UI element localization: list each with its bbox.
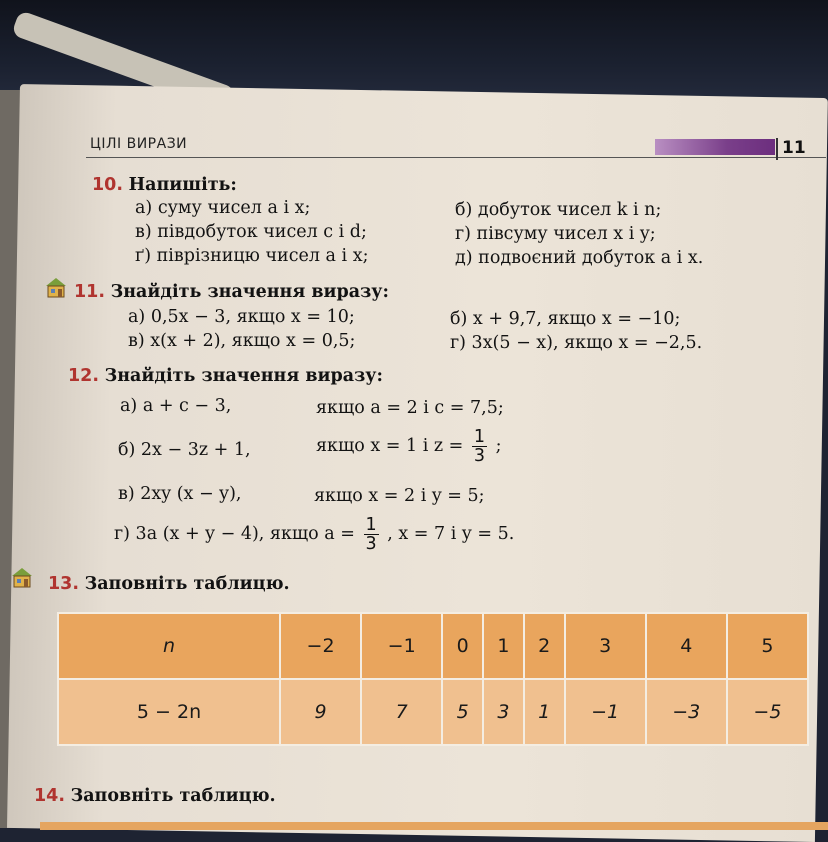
home-task-icon xyxy=(44,276,68,298)
exercise-10-heading xyxy=(92,175,237,195)
handwritten-answer: 3 xyxy=(483,679,524,745)
ex12-c-expression: в) 2xy (x − y), xyxy=(118,484,242,504)
exercise-14-title: Заповніть таблицю. xyxy=(70,786,276,806)
exercise-12-title: Знайдіть значення виразу: xyxy=(104,366,383,386)
ex12-b-tail: ; xyxy=(495,436,502,456)
table-cell: −2 xyxy=(280,613,361,679)
ex10-item-a: а) суму чисел a і x; xyxy=(135,198,311,218)
ex12-d-tail: , x = 7 і y = 5. xyxy=(387,524,515,544)
fraction-numerator: 1 xyxy=(473,427,486,447)
values-table xyxy=(57,612,809,746)
table-cell: 2 xyxy=(524,613,565,679)
header-color-bar xyxy=(655,139,775,155)
ex11-item-d: г) 3x(5 − x), якщо x = −2,5. xyxy=(450,333,703,353)
table-cell: 0 xyxy=(442,613,483,679)
fraction-numerator: 1 xyxy=(365,515,377,535)
table-cell: 3 xyxy=(565,613,646,679)
ex12-c-condition: якщо x = 2 і y = 5; xyxy=(314,486,485,506)
table-row xyxy=(58,679,808,745)
exercise-11-number: 11. xyxy=(74,282,106,302)
exercise-13-number: 13. xyxy=(48,574,80,594)
exercise-10-number: 10. xyxy=(92,175,124,195)
exercise-11-title: Знайдіть значення виразу: xyxy=(110,282,389,302)
exercise-13-title: Заповніть таблицю. xyxy=(84,574,290,594)
ex11-item-c: в) x(x + 2), якщо x = 0,5; xyxy=(128,331,356,351)
ex12-a-condition: якщо a = 2 і c = 7,5; xyxy=(316,398,504,418)
ex10-item-e: ґ) піврізницю чисел a і x; xyxy=(135,246,369,266)
ex12-b-condition-text: якщо x = 1 і z = xyxy=(316,436,464,456)
next-table-edge xyxy=(40,822,828,830)
ex12-a-expression: а) a + c − 3, xyxy=(120,396,232,416)
row-label-n: n xyxy=(58,613,280,679)
page-number: 11 xyxy=(776,138,828,160)
table-cell: −1 xyxy=(361,613,442,679)
ex12-d-fraction xyxy=(364,516,379,553)
ex12-d-line xyxy=(114,516,514,553)
fraction-denominator: 3 xyxy=(473,446,486,466)
ex12-d-expression: г) 3a (x + y − 4), якщо a = xyxy=(114,524,355,544)
ex10-item-f: д) подвоєний добуток a і x. xyxy=(455,248,704,268)
ex10-item-d: г) півсуму чисел x і y; xyxy=(455,224,656,244)
exercise-14-number: 14. xyxy=(34,786,66,806)
row-label-expression: 5 − 2n xyxy=(58,679,280,745)
ex11-item-b: б) x + 9,7, якщо x = −10; xyxy=(450,309,681,329)
handwritten-answer: 7 xyxy=(361,679,442,745)
table-cell: 4 xyxy=(646,613,727,679)
handwritten-answer: −1 xyxy=(565,679,646,745)
handwritten-answer: 5 xyxy=(442,679,483,745)
exercise-13-heading xyxy=(48,574,290,594)
handwritten-answer: −3 xyxy=(646,679,727,745)
ex11-item-a: а) 0,5x − 3, якщо x = 10; xyxy=(128,307,355,327)
fraction-denominator: 3 xyxy=(365,534,377,554)
table-row xyxy=(58,613,808,679)
exercise-14-heading xyxy=(34,786,276,806)
section-title: ЦІЛІ ВИРАЗИ xyxy=(90,136,188,152)
ex10-item-b: б) добуток чисел k і n; xyxy=(455,200,662,220)
ex10-item-c: в) півдобуток чисел c і d; xyxy=(135,222,367,242)
exercise-12-heading xyxy=(68,366,383,386)
home-task-icon xyxy=(10,566,34,588)
exercise-10-title: Напишіть: xyxy=(128,175,237,195)
exercise-12-number: 12. xyxy=(68,366,100,386)
handwritten-answer: 1 xyxy=(524,679,565,745)
ex12-b-condition xyxy=(316,428,502,465)
ex12-b-expression: б) 2x − 3z + 1, xyxy=(118,440,251,460)
table-cell: 5 xyxy=(727,613,808,679)
ex12-b-fraction xyxy=(472,428,487,465)
table-cell: 1 xyxy=(483,613,524,679)
handwritten-answer: −5 xyxy=(727,679,808,745)
handwritten-answer: 9 xyxy=(280,679,361,745)
header-rule xyxy=(86,157,826,158)
exercise-11-heading xyxy=(74,282,389,302)
